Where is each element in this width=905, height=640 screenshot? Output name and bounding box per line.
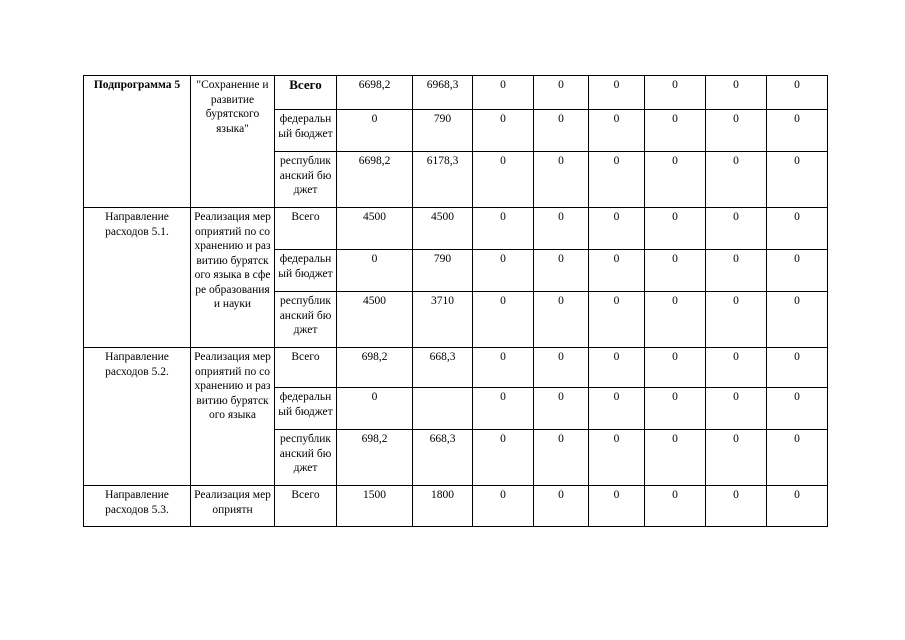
value-cell: 698,2 (337, 348, 413, 388)
funding-source-cell: Всего (275, 208, 337, 250)
value-cell: 0 (589, 388, 645, 430)
value-cell: 0 (534, 292, 589, 348)
value-cell: 1800 (413, 486, 473, 527)
value-cell: 4500 (337, 208, 413, 250)
value-cell: 0 (645, 208, 706, 250)
value-cell: 0 (645, 110, 706, 152)
value-cell: 0 (706, 208, 767, 250)
value-cell: 0 (645, 388, 706, 430)
program-title-cell: "Сохранение и развитие бурятского языка" (191, 76, 275, 208)
value-cell: 0 (767, 250, 828, 292)
value-cell: 0 (645, 486, 706, 527)
value-cell: 0 (767, 152, 828, 208)
value-cell: 0 (473, 76, 534, 110)
value-cell: 4500 (413, 208, 473, 250)
funding-source-cell: республиканский бюджет (275, 292, 337, 348)
value-cell: 0 (706, 76, 767, 110)
value-cell: 0 (645, 76, 706, 110)
value-cell: 0 (589, 430, 645, 486)
value-cell: 0 (589, 76, 645, 110)
value-cell: 0 (534, 208, 589, 250)
funding-source-cell: Всего (275, 348, 337, 388)
value-cell: 0 (473, 110, 534, 152)
value-cell: 0 (534, 152, 589, 208)
value-cell: 0 (767, 208, 828, 250)
value-cell: 0 (534, 388, 589, 430)
value-cell: 0 (706, 110, 767, 152)
value-cell: 0 (767, 110, 828, 152)
value-cell: 0 (767, 486, 828, 527)
funding-source-cell: республиканский бюджет (275, 430, 337, 486)
value-cell: 6698,2 (337, 152, 413, 208)
value-cell: 0 (645, 430, 706, 486)
value-cell: 0 (534, 430, 589, 486)
value-cell: 0 (534, 348, 589, 388)
value-cell: 0 (767, 348, 828, 388)
value-cell: 0 (589, 152, 645, 208)
funding-source-cell: республиканский бюджет (275, 152, 337, 208)
value-cell: 6698,2 (337, 76, 413, 110)
value-cell: 0 (706, 292, 767, 348)
value-cell: 0 (473, 348, 534, 388)
value-cell: 790 (413, 250, 473, 292)
value-cell: 0 (645, 292, 706, 348)
value-cell: 0 (337, 250, 413, 292)
value-cell: 0 (645, 152, 706, 208)
budget-table (83, 75, 828, 527)
value-cell: 0 (473, 486, 534, 527)
value-cell: 0 (706, 486, 767, 527)
value-cell: 698,2 (337, 430, 413, 486)
value-cell: 0 (534, 76, 589, 110)
program-name-cell: Подпрограмма 5 (84, 76, 191, 208)
value-cell: 0 (473, 292, 534, 348)
value-cell: 668,3 (413, 430, 473, 486)
activity-description-cell: Реализация мероприятий по сохранению и развитию бурятского языка в сфере образования и науки (191, 208, 275, 348)
value-cell: 0 (589, 486, 645, 527)
table-row (84, 348, 828, 388)
value-cell: 0 (706, 250, 767, 292)
value-cell: 0 (767, 430, 828, 486)
value-cell: 0 (589, 208, 645, 250)
expense-direction-cell: Направление расходов 5.3. (84, 486, 191, 527)
value-cell: 0 (589, 348, 645, 388)
value-cell: 0 (473, 250, 534, 292)
value-cell: 0 (473, 152, 534, 208)
value-cell: 0 (473, 208, 534, 250)
expense-direction-cell: Направление расходов 5.1. (84, 208, 191, 348)
value-cell: 0 (589, 110, 645, 152)
value-cell: 6968,3 (413, 76, 473, 110)
value-cell: 1500 (337, 486, 413, 527)
value-cell: 0 (706, 152, 767, 208)
value-cell: 0 (534, 486, 589, 527)
value-cell: 790 (413, 110, 473, 152)
value-cell: 6178,3 (413, 152, 473, 208)
value-cell: 0 (767, 76, 828, 110)
value-cell: 0 (706, 430, 767, 486)
funding-source-cell: федеральный бюджет (275, 250, 337, 292)
funding-source-cell: федеральный бюджет (275, 388, 337, 430)
value-cell: 0 (337, 388, 413, 430)
value-cell: 0 (534, 250, 589, 292)
activity-description-cell: Реализация мероприятн (191, 486, 275, 527)
value-cell: 0 (337, 110, 413, 152)
value-cell: 0 (473, 430, 534, 486)
value-cell: 0 (706, 388, 767, 430)
table-row (84, 208, 828, 250)
value-cell: 0 (589, 292, 645, 348)
expense-direction-cell: Направление расходов 5.2. (84, 348, 191, 486)
value-cell: 0 (767, 388, 828, 430)
value-cell: 0 (645, 250, 706, 292)
value-cell: 668,3 (413, 348, 473, 388)
funding-source-cell: Всего (275, 76, 337, 110)
value-cell: 0 (589, 250, 645, 292)
value-cell: 0 (767, 292, 828, 348)
value-cell: 0 (645, 348, 706, 388)
table-row (84, 486, 828, 527)
activity-description-cell: Реализация мероприятий по сохранению и развитию бурятского языка (191, 348, 275, 486)
table-row (84, 76, 828, 110)
value-cell: 0 (706, 348, 767, 388)
funding-source-cell: федеральный бюджет (275, 110, 337, 152)
value-cell: 0 (534, 110, 589, 152)
value-cell: 0 (473, 388, 534, 430)
funding-source-cell: Всего (275, 486, 337, 527)
value-cell: 4500 (337, 292, 413, 348)
value-cell: 3710 (413, 292, 473, 348)
value-cell (413, 388, 473, 430)
